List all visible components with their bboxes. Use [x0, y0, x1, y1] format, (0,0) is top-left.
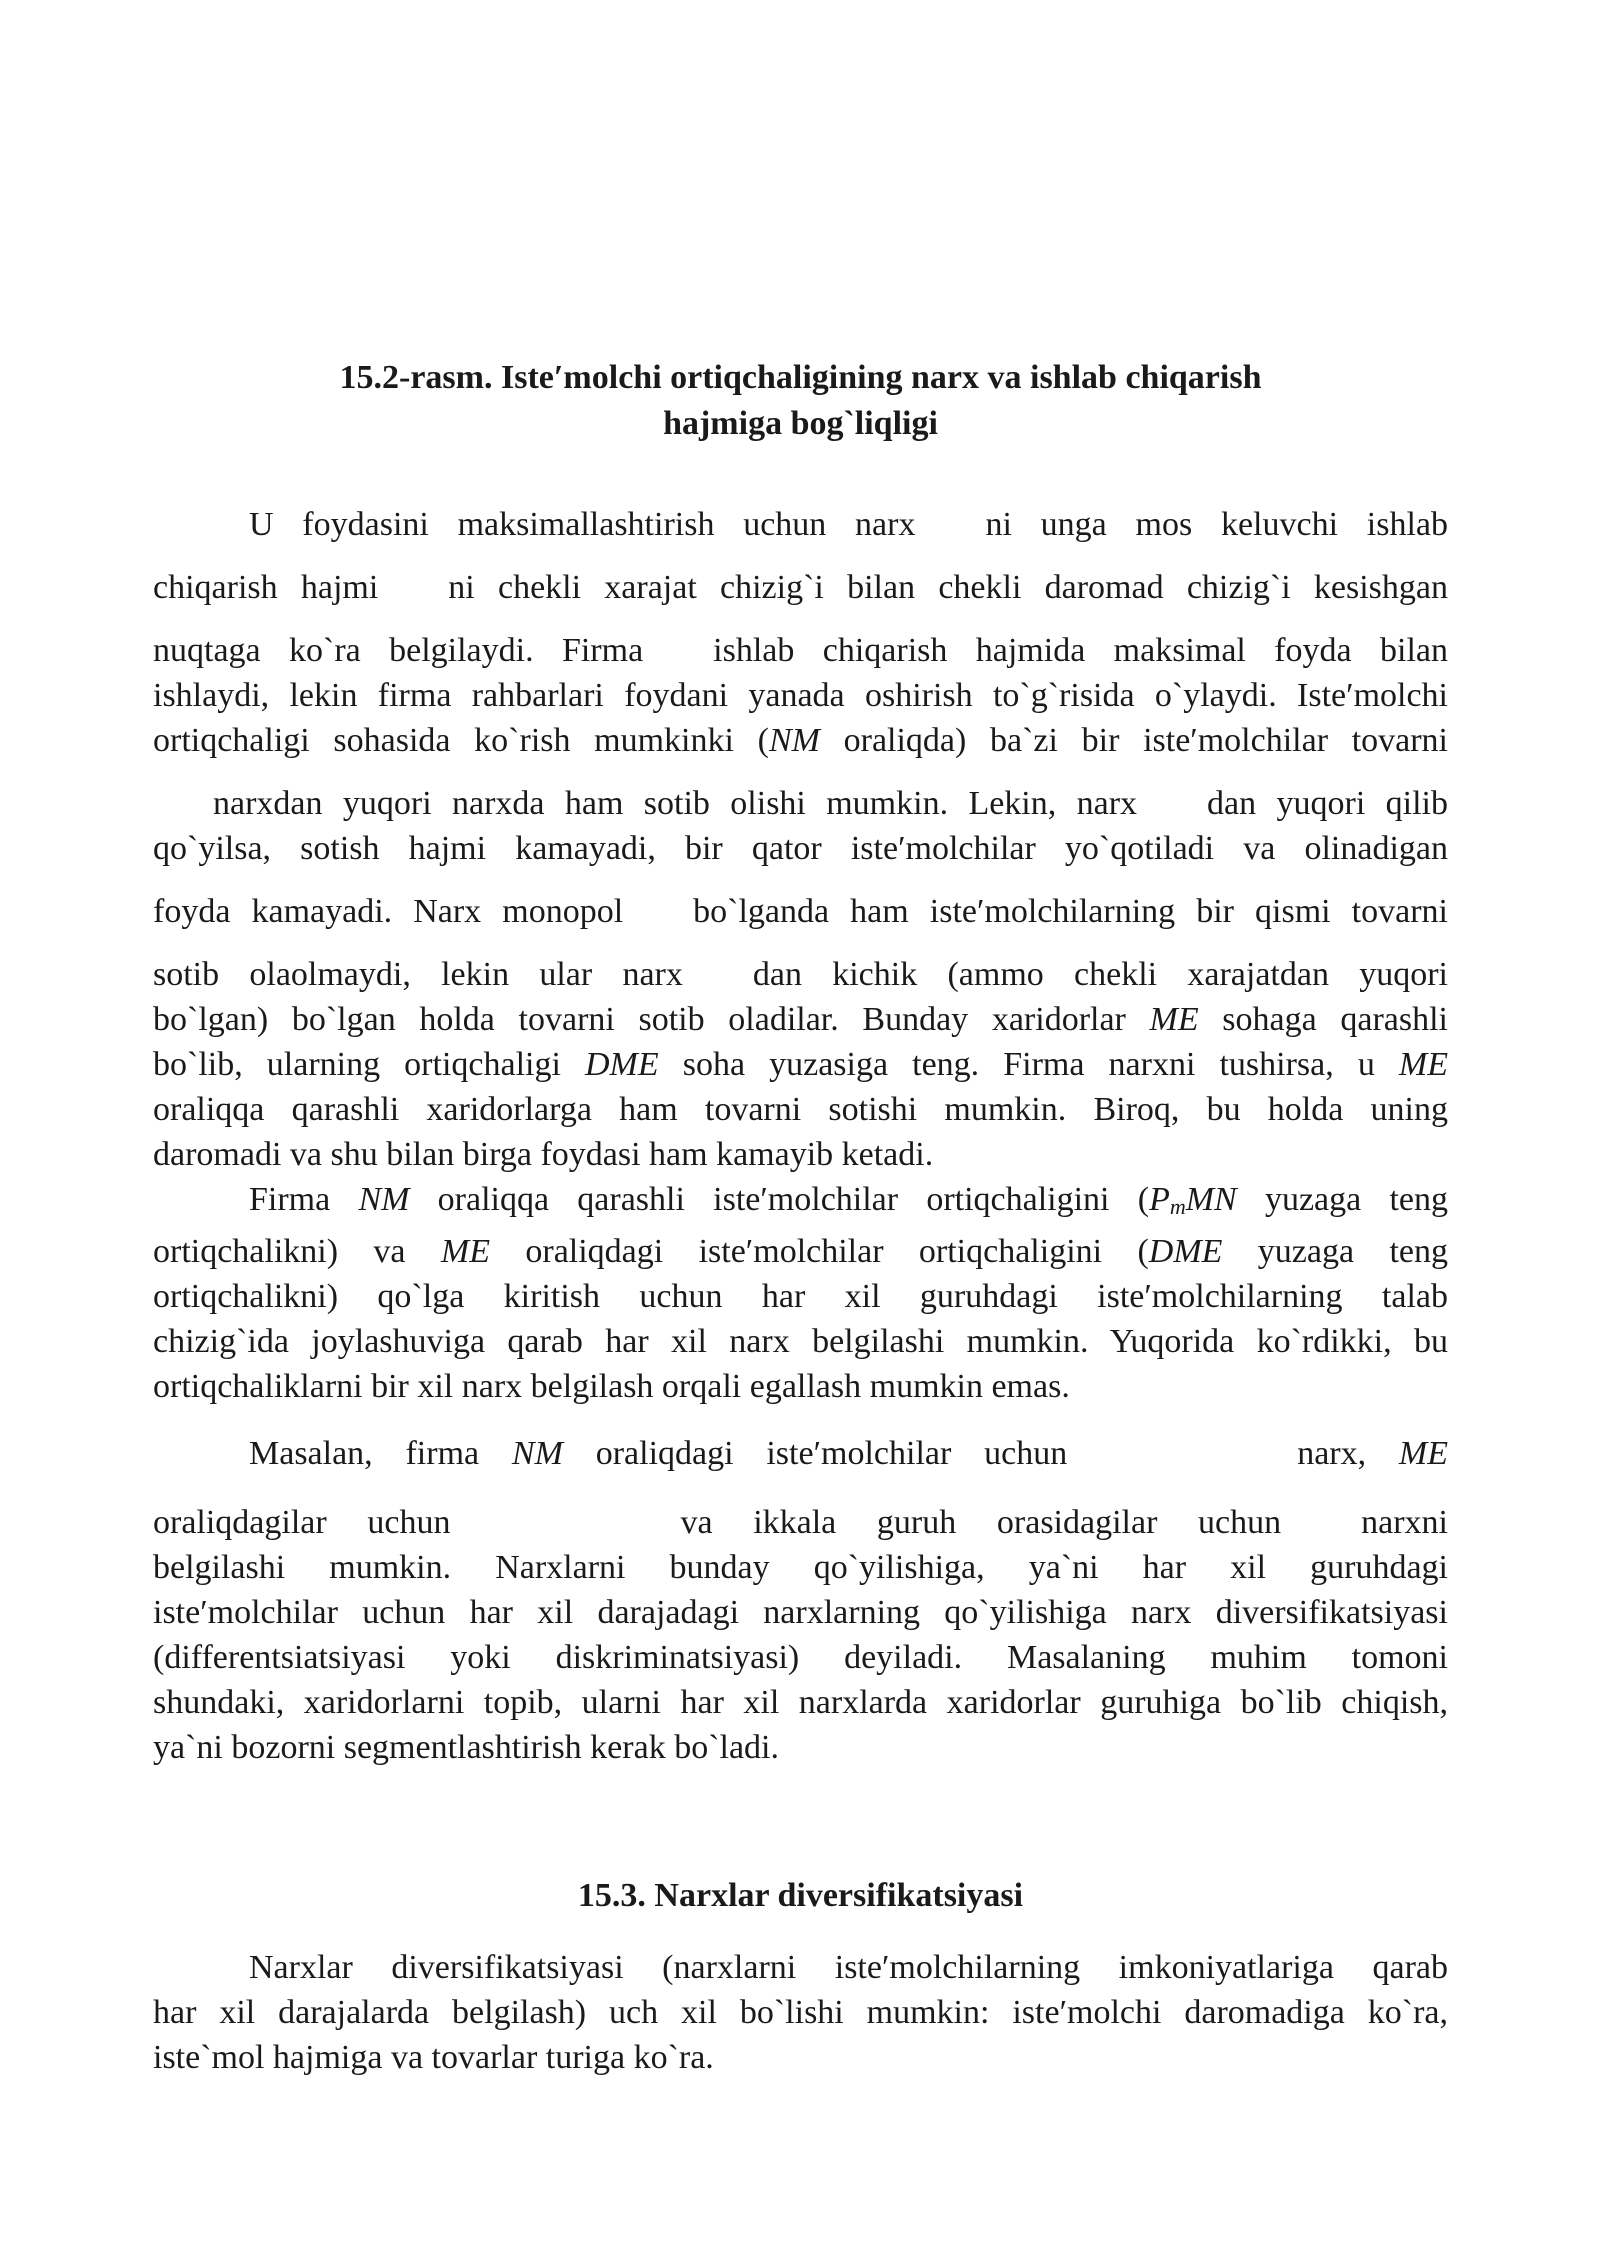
- text-run: bo`lganda ham iste′molchilarning bir qismi tovarni: [693, 893, 1448, 930]
- text-run: daromadi va shu bilan birga foydasi ham kamayib ketadi.: [153, 1136, 934, 1173]
- figure-caption: [153, 355, 1448, 447]
- text-run: va ikkala guruh orasidagilar uchun: [680, 1504, 1282, 1541]
- text-run: qo`yilsa, sotish hajmi kamayadi, bir qator iste′molchilar yo`qotiladi va olinadigan: [153, 830, 1448, 867]
- text-run: ortiqchaligi sohasida ko`rish mumkinki (: [153, 722, 769, 759]
- text-run: har xil darajalarda belgilash) uch xil bo`lishi mumkin: iste′molchi daromadiga ko`ra,: [153, 1994, 1448, 2031]
- paragraph-2: [153, 1177, 1448, 1409]
- text-run: nuqtaga ko`ra belgilaydi. Firma: [153, 632, 644, 669]
- para4-line-2: [153, 1990, 1448, 2035]
- para1-line-5: [153, 718, 1448, 763]
- para2-line-5: [153, 1364, 1448, 1409]
- text-run: ME: [1149, 1001, 1199, 1038]
- text-run: narxdan yuqori narxda ham sotib olishi mumkin. Lekin, narx: [213, 785, 1138, 822]
- para1-line-1: [153, 502, 1448, 547]
- text-run: yuzaga teng: [1236, 1181, 1448, 1218]
- text-run: bo`lib, ularning ortiqchaligi: [153, 1046, 585, 1083]
- figure-caption-line-2: hajmiga bog`liqligi: [663, 405, 938, 442]
- text-run: NM: [358, 1181, 410, 1218]
- text-run: foyda kamayadi. Narx monopol: [153, 893, 624, 930]
- para2-line-3: [153, 1274, 1448, 1319]
- text-run: dan kichik (ammo chekli xarajatdan yuqori: [752, 956, 1448, 993]
- para3-line-5: [153, 1635, 1448, 1680]
- document-page: [153, 355, 1448, 2080]
- para3-line-2: [153, 1500, 1448, 1545]
- para1-line-7: [153, 826, 1448, 871]
- para2-line-4: [153, 1319, 1448, 1364]
- para4-line-1: [153, 1945, 1448, 1990]
- text-run: oraliqqa qarashli iste′molchilar ortiqchaligini (: [409, 1181, 1150, 1218]
- text-run: Firma: [249, 1181, 359, 1218]
- text-run: ishlab chiqarish hajmida maksimal foyda bilan: [713, 632, 1448, 669]
- para3-line-6: [153, 1680, 1448, 1725]
- para1-line-3: [153, 628, 1448, 673]
- text-run: P: [1149, 1181, 1170, 1218]
- para1-line-12: [153, 1087, 1448, 1132]
- para1-line-10: [153, 997, 1448, 1042]
- text-run: ME: [1398, 1046, 1448, 1083]
- text-run: DME: [584, 1046, 659, 1083]
- para4-line-3: [153, 2035, 1448, 2080]
- text-run: bo`lgan) bo`lgan holda tovarni sotib oladilar. Bunday xaridorlar: [153, 1001, 1150, 1038]
- figure-caption-line-1: 15.2-rasm. Iste′molchi ortiqchaligining narx va ishlab chiqarish: [339, 359, 1262, 396]
- text-run: soha yuzasiga teng. Firma narxni tushirsa, u: [658, 1046, 1399, 1083]
- text-run: chizig`ida joylashuviga qarab har xil narx belgilashi mumkin. Yuqorida ko`rdikki, bu: [153, 1323, 1448, 1360]
- para1-line-11: [153, 1042, 1448, 1087]
- text-run: chiqarish hajmi: [153, 569, 379, 606]
- paragraph-3: [153, 1431, 1448, 1770]
- text-run: narx,: [1297, 1435, 1399, 1472]
- text-run: dan yuqori qilib: [1207, 785, 1448, 822]
- text-run: oraliqda) ba`zi bir iste′molchilar tovarni: [819, 722, 1448, 759]
- text-run: ni chekli xarajat chizig`i bilan chekli daromad chizig`i kesishgan: [448, 569, 1448, 606]
- para3-line-4: [153, 1590, 1448, 1635]
- para2-line-2: [153, 1229, 1448, 1274]
- text-run: oraliqdagi iste′molchilar ortiqchaligini (: [490, 1233, 1149, 1270]
- text-run: oraliqdagi iste′molchilar uchun: [562, 1435, 1068, 1472]
- text-run: U foydasini maksimallashtirish uchun narx: [249, 506, 916, 543]
- para3-line-7: [153, 1725, 1448, 1770]
- text-run: (differentsiatsiyasi yoki diskriminatsiyasi) deyiladi. Masalaning muhim tomoni: [153, 1639, 1448, 1676]
- para3-line-1: [153, 1431, 1448, 1476]
- text-run: ni unga mos keluvchi ishlab: [985, 506, 1448, 543]
- text-run: m: [1169, 1194, 1186, 1219]
- text-run: NM: [511, 1435, 563, 1472]
- text-run: NM: [768, 722, 820, 759]
- section-heading: 15.3. Narxlar diversifikatsiyasi: [577, 1877, 1024, 1914]
- para1-line-6: [153, 781, 1448, 826]
- text-run: narxni: [1361, 1504, 1448, 1541]
- para1-line-13: [153, 1132, 1448, 1177]
- text-run: Narxlar diversifikatsiyasi (narxlarni iste′molchilarning imkoniyatlariga qarab: [249, 1949, 1448, 1986]
- text-run: yuzaga teng: [1222, 1233, 1448, 1270]
- text-run: ME: [440, 1233, 490, 1270]
- text-run: iste`mol hajmiga va tovarlar turiga ko`ra.: [153, 2039, 714, 2076]
- text-run: ME: [1398, 1435, 1449, 1472]
- text-run: ortiqchaliklarni bir xil narx belgilash orqali egallash mumkin emas.: [153, 1368, 1070, 1405]
- text-run: oraliqdagilar uchun: [153, 1504, 451, 1541]
- paragraph-4: [153, 1945, 1448, 2080]
- text-run: ortiqchalikni) va: [153, 1233, 441, 1270]
- para1-line-8: [153, 889, 1448, 934]
- para3-line-3: [153, 1545, 1448, 1590]
- text-run: sohaga qarashli: [1198, 1001, 1448, 1038]
- text-run: Masalan, firma: [249, 1435, 512, 1472]
- text-run: MN: [1185, 1181, 1237, 1218]
- para1-line-9: [153, 952, 1448, 997]
- text-run: ortiqchalikni) qo`lga kiritish uchun har xil guruhdagi iste′molchilarning talab: [153, 1278, 1448, 1315]
- text-run: sotib olaolmaydi, lekin ular narx: [153, 956, 683, 993]
- text-run: shundaki, xaridorlarni topib, ularni har xil narxlarda xaridorlar guruhiga bo`lib chiqish,: [153, 1684, 1448, 1721]
- text-run: oraliqqa qarashli xaridorlarga ham tovarni sotishi mumkin. Biroq, bu holda uning: [153, 1091, 1448, 1128]
- text-run: ya`ni bozorni segmentlashtirish kerak bo`ladi.: [153, 1729, 779, 1766]
- para1-line-4: [153, 673, 1448, 718]
- text-run: belgilashi mumkin. Narxlarni bunday qo`yilishiga, ya`ni har xil guruhdagi: [153, 1549, 1448, 1586]
- text-run: ishlaydi, lekin firma rahbarlari foydani yanada oshirish to`g`risida o`ylaydi. Iste′molchi: [153, 677, 1448, 714]
- para2-line-1: [153, 1177, 1448, 1229]
- para1-line-2: [153, 565, 1448, 610]
- text-run: iste′molchilar uchun har xil darajadagi narxlarning qo`yilishiga narx diversifikatsiyasi: [153, 1594, 1448, 1631]
- paragraph-1: [153, 502, 1448, 1177]
- text-run: DME: [1148, 1233, 1223, 1270]
